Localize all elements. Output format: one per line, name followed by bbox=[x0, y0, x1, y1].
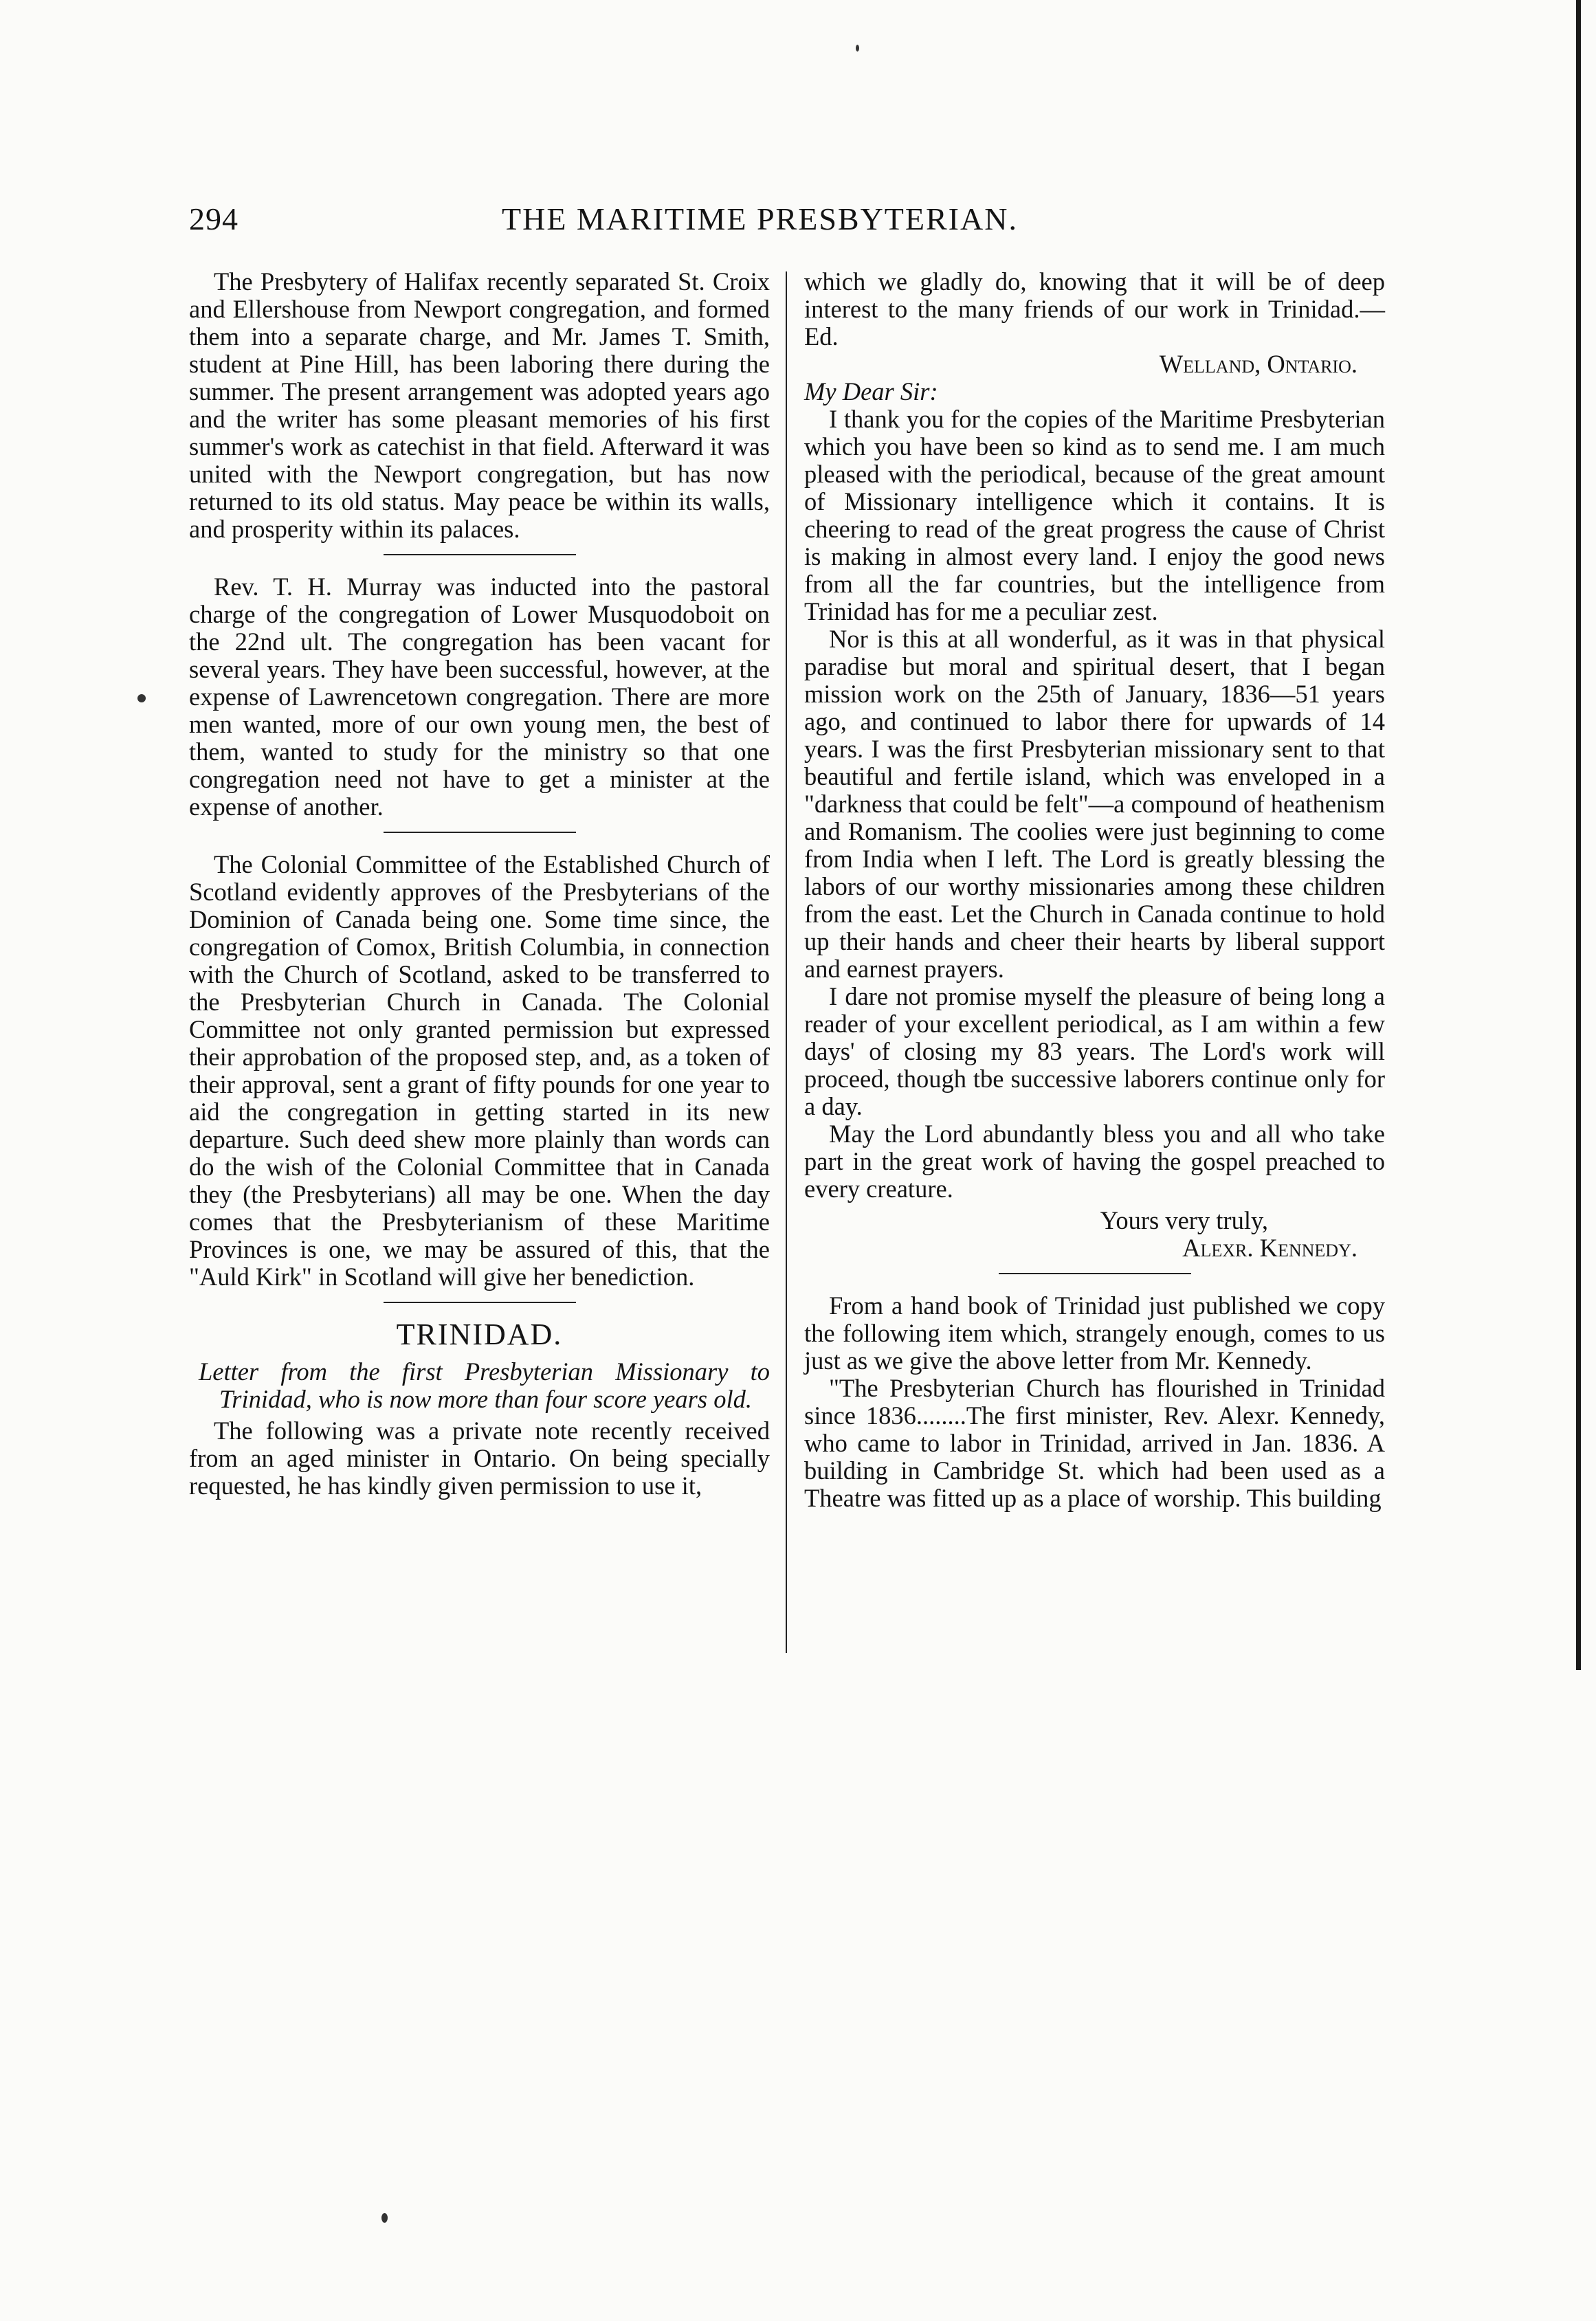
letter-signature: Alexr. Kennedy. bbox=[1182, 1234, 1357, 1262]
right-column bbox=[804, 268, 1385, 1512]
letter-salutation: My Dear Sir: bbox=[804, 377, 938, 406]
page bbox=[175, 0, 1412, 2321]
news-item-murray: Rev. T. H. Murray was inducted into the pastoral charge of the congregation of Lower Musquodoboit on the 22nd ult. The congregation has been vacant for several years. They have been successful, however, at the expense of Lawrencetown congregation. There are more men wanted, more of our own young men, the best of them, wanted to study for the ministry so that one congregation need not have to get a minister at the expense of another. bbox=[189, 573, 770, 821]
section-heading: TRINIDAD. bbox=[396, 1318, 563, 1351]
scan-edge-bar bbox=[1576, 0, 1581, 1670]
section-divider bbox=[999, 1273, 1191, 1274]
scan-speck bbox=[381, 2213, 388, 2223]
running-head bbox=[175, 201, 1412, 242]
letter-paragraph: May the Lord abundantly bless you and all who take part in the great work of having the gospel preached to every creature. bbox=[804, 1120, 1385, 1203]
handbook-quote: "The Presbyterian Church has flourished in Trinidad since 1836........The first minister, Rev. Alexr. Kennedy, who came to labor in Trinidad, arrived in Jan. 1836. A building in Cambridge St. which had been used as a Theatre was fitted up as a place of worship. This building bbox=[804, 1374, 1385, 1512]
news-item-halifax: The Presbytery of Halifax recently separated St. Croix and Ellershouse from Newport congregation, and formed them into a separate charge, and Mr. James T. Smith, student at Pine Hill, has been laboring there during the summer. The present arrangement was adopted years ago and the writer has some pleasant memories of his first summer's work as catechist in that field. Afterward it was united with the Newport congregation, but has now returned to its old status. May peace be within its walls, and prosperity within its palaces. bbox=[189, 267, 770, 543]
news-item-colonial-committee: The Colonial Committee of the Established Church of Scotland evidently approves of the Presbyterians of the Dominion of Canada being one. Some time since, the congregation of Comox, British Columbia, in connection with the Church of Scotland, asked to be transferred to the Presbyterian Church in Canada. The Colonial Committee not only granted permission but expressed their approbation of the proposed step, and, as a token of their approval, sent a grant of fifty pounds for one year to aid the congregation in getting started in its new departure. Such deed shew more plainly than words can do the wish of the Colonial Committee that in Canada they (the Presbyterians) all may be one. When the day comes that the Presbyterianism of these Maritime Provinces is one, we may be assured of this, that the "Auld Kirk" in Scotland will give her benediction. bbox=[189, 850, 770, 1291]
letter-closing: Yours very truly, bbox=[1100, 1206, 1268, 1234]
scan-speck bbox=[137, 694, 146, 702]
journal-title: THE MARITIME PRESBYTERIAN. bbox=[502, 201, 1018, 236]
page-number: 294 bbox=[189, 201, 239, 236]
section-divider bbox=[384, 1302, 576, 1303]
column-rule bbox=[786, 271, 787, 1653]
scan-speck bbox=[856, 45, 859, 52]
letter-intro: The following was a private note recently received from an aged minister in Ontario. On being specially requested, he has kindly given permission to use it, bbox=[189, 1417, 770, 1500]
handbook-item: From a hand book of Trinidad just published we copy the following item which, strangely enough, comes to us just as we give the above letter from Mr. Kennedy. bbox=[804, 1291, 1385, 1375]
letter-place: Welland, Ontario. bbox=[1159, 350, 1357, 378]
letter-paragraph: I dare not promise myself the pleasure of being long a reader of your excellent periodical, as I am within a few days' of closing my 83 years. The Lord's work will proceed, though tbe successive laborers continue only for a day. bbox=[804, 982, 1385, 1120]
letter-paragraph: I thank you for the copies of the Maritime Presbyterian which you have been so kind as to send me. I am much pleased with the periodical, because of the great amount of Missionary intelligence which it contains. It is cheering to read of the great progress the cause of Christ is making in almost every land. I enjoy the good news from all the far countries, but the intelligence from Trinidad has for me a peculiar zest. bbox=[804, 405, 1385, 625]
letter-paragraph: Nor is this at all wonderful, as it was in that physical paradise but moral and spiritual desert, that I began mission work on the 25th of January, 1836—51 years ago, and continued to labor there for upwards of 14 years. I was the first Presbyterian missionary sent to that beautiful and fertile island, which was enveloped in a "darkness that could be felt"—a compound of heathenism and Romanism. The coolies were just beginning to come from India when I left. The Lord is greatly blessing the labors of our worthy missionaries among these children from the east. Let the Church in Canada continue to hold up their hands and cheer their hearts by liberal support and earnest prayers. bbox=[804, 625, 1385, 983]
left-column bbox=[189, 268, 770, 1500]
section-subheading: Letter from the first Presbyterian Missionary to Trinidad, who is now more than four score years old. bbox=[199, 1357, 770, 1413]
section-divider bbox=[384, 832, 576, 833]
letter-intro-continued: which we gladly do, knowing that it will be of deep interest to the many friends of our work in Trinidad.—Ed. bbox=[804, 267, 1385, 351]
section-divider bbox=[384, 554, 576, 555]
